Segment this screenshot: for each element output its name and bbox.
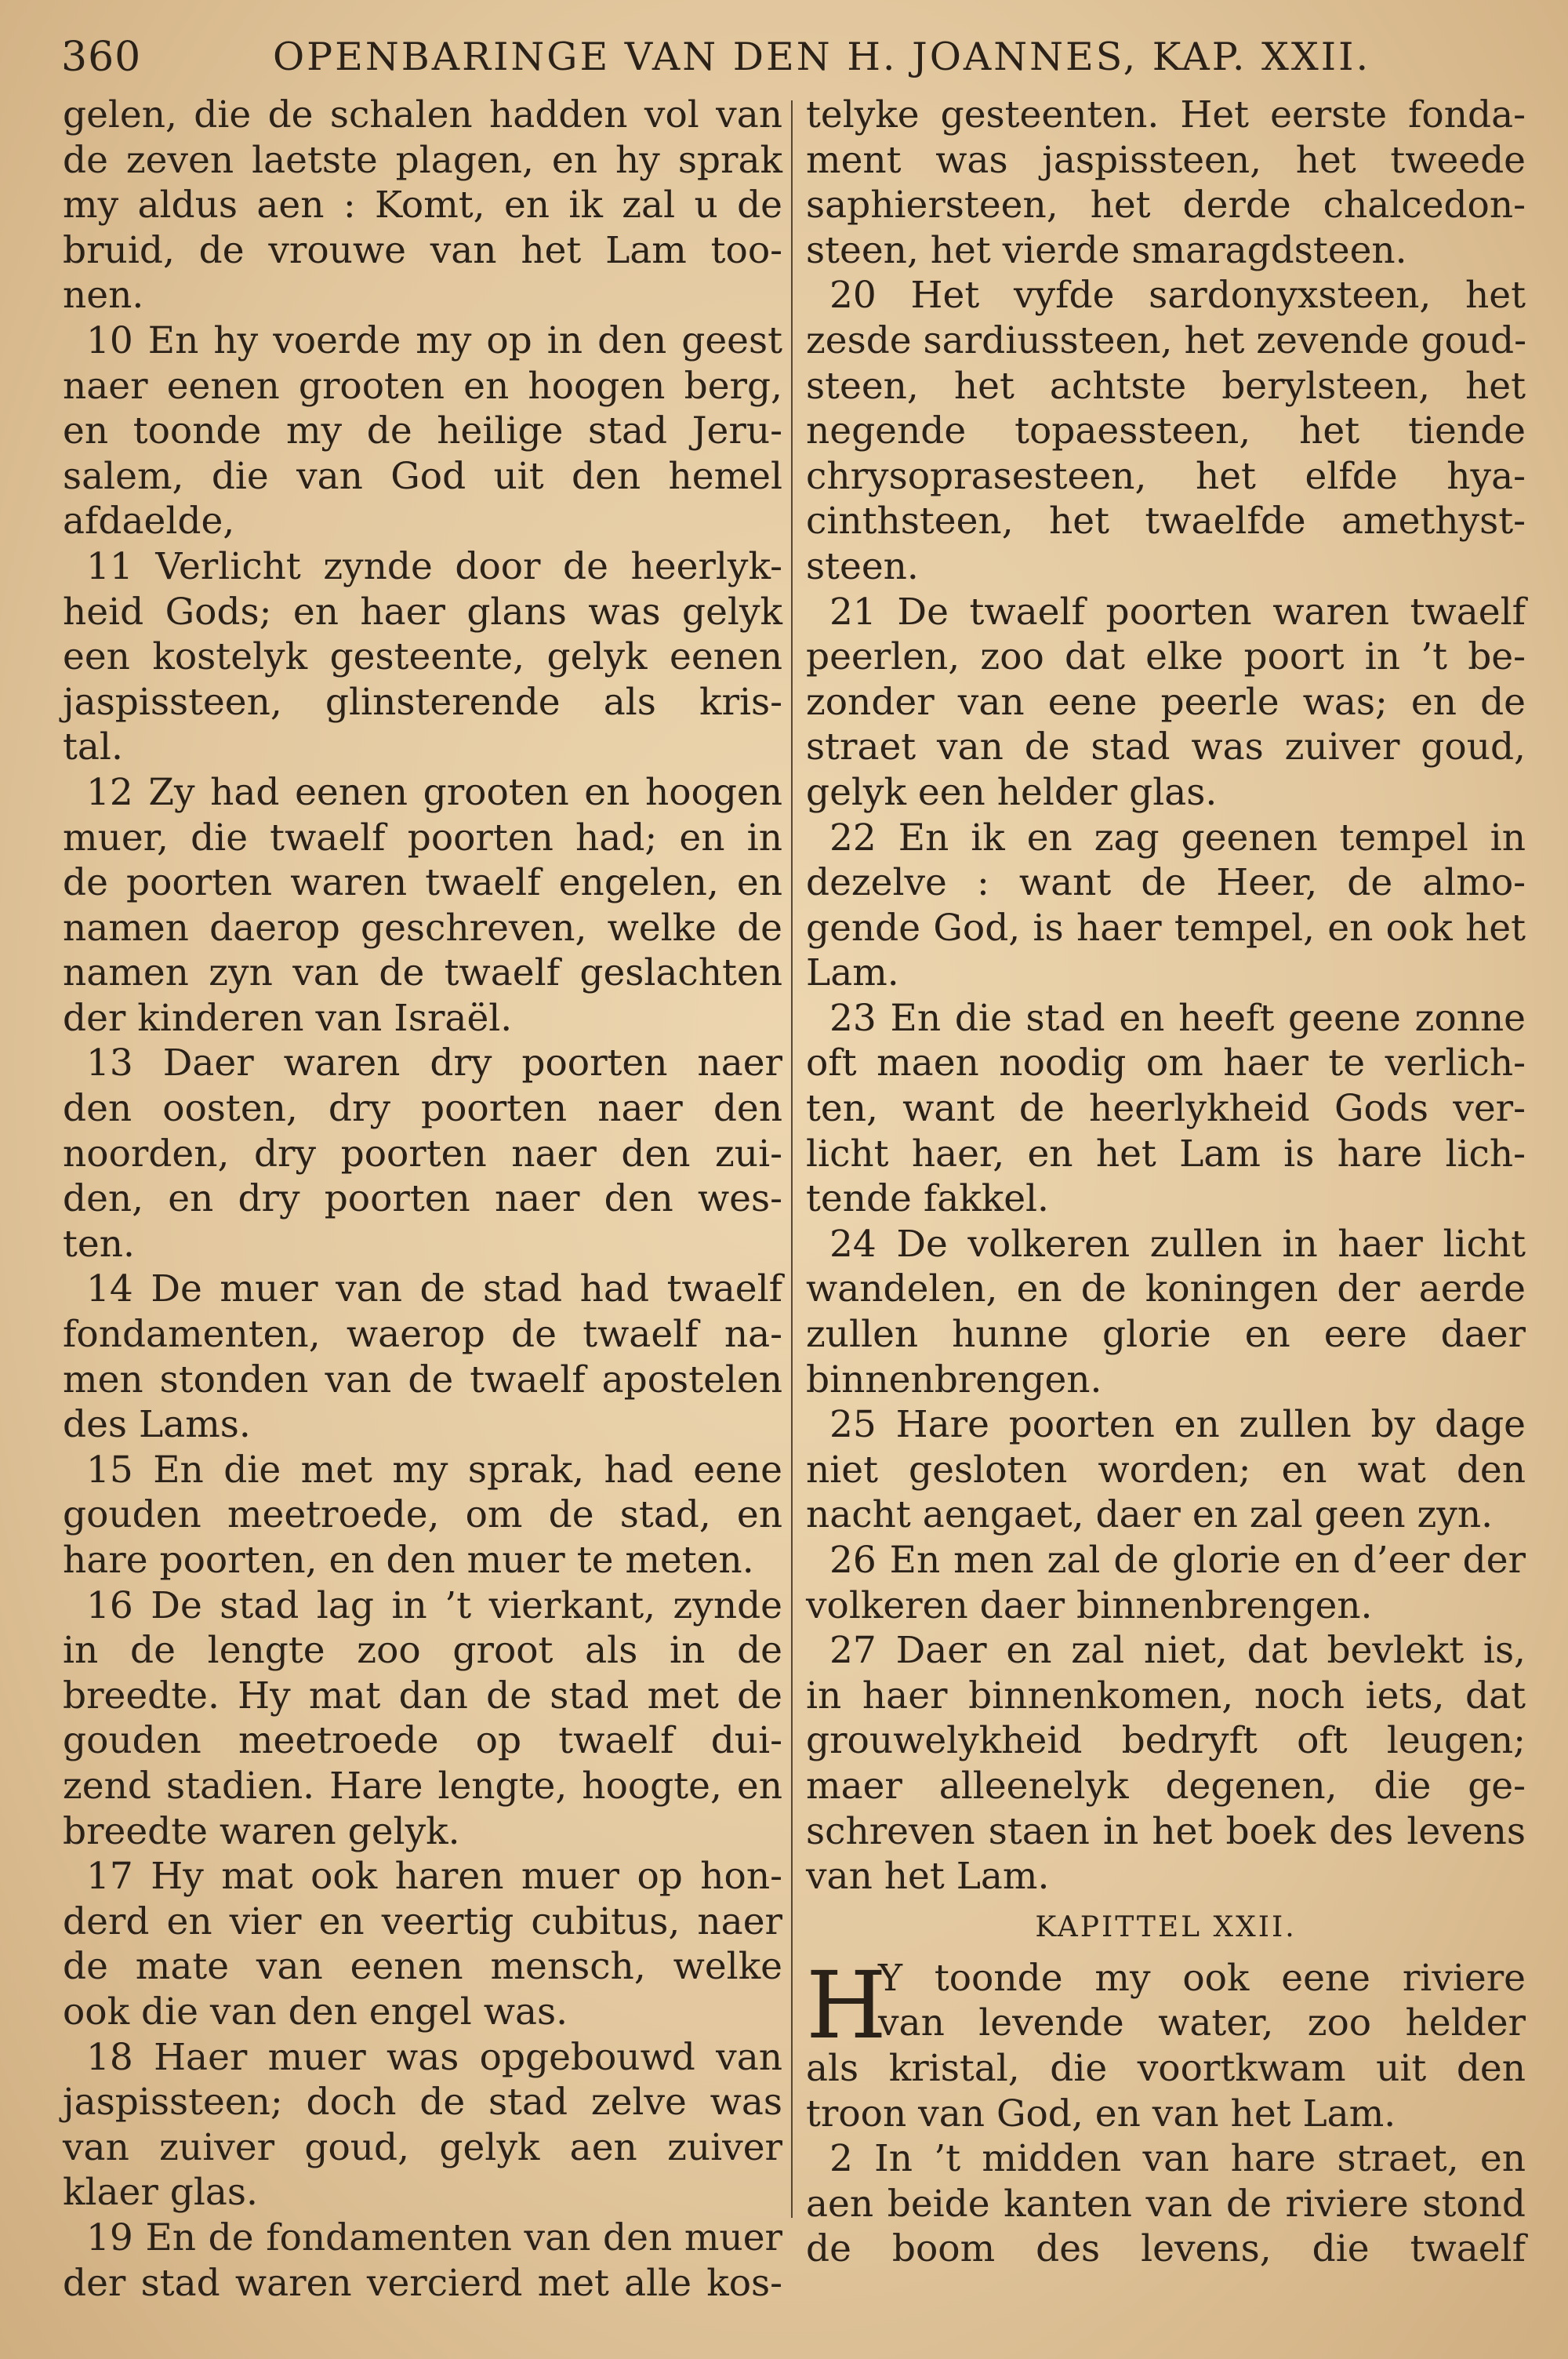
text-line: des Lams.	[63, 1403, 251, 1447]
verse-line: 19 En de fondamenten van den muer	[86, 2215, 782, 2259]
text-line: heid Gods; en haer glans was gelyk	[63, 590, 782, 634]
text-line: zend stadien. Hare lengte, hoogte, en	[63, 1764, 782, 1808]
text-line: wandelen, en de koningen der aerde	[806, 1267, 1526, 1311]
text-line: bruid, de vrouwe van het Lam too-	[63, 228, 782, 272]
text-line: men stonden van de twaelf apostelen	[63, 1358, 782, 1401]
verse-line: 15 En die met my sprak, had eene	[86, 1448, 782, 1492]
text-line: cinthsteen, het twaelfde amethyst-	[806, 500, 1526, 543]
text-line: nacht aengaet, daer en zal geen zyn.	[806, 1493, 1494, 1537]
text-line: chrysoprasesteen, het elfde hya-	[806, 454, 1526, 498]
text-line: fondamenten, waerop de twaelf na-	[63, 1313, 782, 1357]
text-line: steen, het achtste berylsteen, het	[806, 364, 1526, 408]
text-line: een kostelyk gesteente, gelyk eenen	[63, 635, 782, 679]
text-line: gelyk een helder glas.	[806, 770, 1218, 814]
verse-line: 12 Zy had eenen grooten en hoogen	[86, 770, 782, 814]
text-line: de poorten waren twaelf engelen, en	[63, 861, 782, 905]
text-line: als kristal, die voortkwam uit den	[806, 2046, 1526, 2090]
text-line: afdaelde,	[63, 500, 235, 543]
text-line: ment was jaspissteen, het tweede	[806, 138, 1526, 182]
column-divider	[791, 100, 793, 2218]
text-line: grouwelykheid bedryft oft leugen;	[806, 1719, 1526, 1763]
text-line: der stad waren vercierd met alle kos-	[63, 2261, 782, 2305]
text-line: der kinderen van Israël.	[63, 996, 513, 1040]
text-line: de boom des levens, die twaelf	[806, 2227, 1526, 2271]
running-head	[61, 30, 1535, 85]
verse-line: 18 Haer muer was opgebouwd van	[86, 2035, 782, 2079]
text-line: gouden meetroede, om de stad, en	[63, 1493, 782, 1537]
text-line: in haer binnenkomen, noch iets, dat	[806, 1674, 1526, 1717]
verse-line: 24 De volkeren zullen in haer licht	[829, 1222, 1526, 1266]
text-line: den oosten, dry poorten naer den	[63, 1087, 782, 1131]
text-line: steen, het vierde smaragdsteen.	[806, 228, 1407, 272]
text-line: zesde sardiussteen, het zevende goud-	[806, 318, 1527, 362]
verse-line: 20 Het vyfde sardonyxsteen, het	[829, 274, 1526, 318]
text-line: muer, die twaelf poorten had; en in	[63, 816, 782, 860]
text-line: straet van de stad was zuiver goud,	[806, 725, 1526, 769]
text-line: tal.	[63, 725, 123, 769]
text-line: ten.	[63, 1222, 135, 1266]
text-line: gelen, die de schalen hadden vol van	[63, 93, 782, 136]
text-line: hare poorten, en den muer te meten.	[63, 1539, 754, 1582]
text-line: Lam.	[806, 951, 899, 995]
text-line: breedte. Hy mat dan de stad met de	[63, 1674, 782, 1717]
text-line: oft maen noodig om haer te verlich-	[806, 1041, 1526, 1085]
text-line: licht haer, en het Lam is hare lich-	[806, 1132, 1526, 1176]
verse-line: 2 In ’t midden van hare straet, en	[829, 2137, 1526, 2181]
running-title: OPENBARINGE VAN DEN H. JOANNES, KAP. XXII.	[273, 35, 1371, 79]
text-line: schreven staen in het boek des levens	[806, 1809, 1526, 1853]
text-line: ten, want de heerlykheid Gods ver-	[806, 1087, 1526, 1131]
right-column	[806, 93, 1526, 2272]
text-line: namen zyn van de twaelf geslachten	[63, 951, 782, 995]
text-line: steen.	[806, 544, 919, 588]
verse-line: 11 Verlicht zynde door de heerlyk-	[86, 544, 782, 588]
chapter-title: KAPITTEL XXII.	[1035, 1910, 1297, 1943]
text-line: jaspissteen, glinsterende als kris-	[63, 680, 782, 724]
text-line: negende topaessteen, het tiende	[806, 409, 1526, 453]
text-line: niet gesloten worden; en wat den	[806, 1448, 1526, 1492]
verse-line: 21 De twaelf poorten waren twaelf	[829, 590, 1526, 634]
verse-line: 13 Daer waren dry poorten naer	[86, 1041, 782, 1085]
text-line: van zuiver goud, gelyk aen zuiver	[63, 2125, 782, 2169]
verse-line: 14 De muer van de stad had twaelf	[86, 1267, 782, 1311]
text-line: van levende water, zoo helder	[878, 2001, 1526, 2045]
verse-line: 10 En hy voerde my op in den geest	[86, 318, 782, 362]
text-line: derd en vier en veertig cubitus, naer	[63, 1899, 782, 1943]
text-line: saphiersteen, het derde chalcedon-	[806, 184, 1526, 227]
text-line: en toonde my de heilige stad Jeru-	[63, 409, 782, 453]
text-line: ook die van den engel was.	[63, 1990, 568, 2034]
text-line: klaer glas.	[63, 2171, 258, 2215]
text-line: de zeven laetste plagen, en hy sprak	[63, 138, 782, 182]
text-line: breedte waren gelyk.	[63, 1809, 460, 1853]
text-line: volkeren daer binnenbrengen.	[806, 1583, 1373, 1627]
text-line: van het Lam.	[806, 1855, 1050, 1899]
text-line: binnenbrengen.	[806, 1358, 1102, 1401]
chapter-opening	[806, 1950, 1526, 2272]
verse-line: 27 Daer en zal niet, dat bevlekt is,	[829, 1629, 1526, 1673]
verse-line: 23 En die stad en heeft geene zonne	[829, 996, 1526, 1040]
text-line: my aldus aen : Komt, en ik zal u de	[63, 184, 782, 227]
text-line: jaspissteen; doch de stad zelve was	[63, 2081, 782, 2125]
text-line: Y toonde my ook eene riviere	[878, 1956, 1526, 2000]
text-line: namen daerop geschreven, welke de	[63, 906, 782, 950]
verse-line: 22 En ik en zag geenen tempel in	[829, 816, 1526, 860]
text-line: gouden meetroede op twaelf dui-	[63, 1719, 782, 1763]
text-line: telyke gesteenten. Het eerste fonda-	[806, 93, 1526, 136]
text-line: de mate van eenen mensch, welke	[63, 1945, 782, 1989]
text-line: aen beide kanten van de riviere stond	[806, 2182, 1526, 2226]
verse-line: 16 De stad lag in ’t vierkant, zynde	[86, 1583, 782, 1627]
text-line: nen.	[63, 274, 144, 318]
text-line: zullen hunne glorie en eere daer	[806, 1313, 1526, 1357]
left-column	[63, 93, 782, 2306]
text-line: naer eenen grooten en hoogen berg,	[63, 364, 782, 408]
text-line: maer alleenelyk degenen, die ge-	[806, 1764, 1526, 1808]
text-line: gende God, is haer tempel, en ook het	[806, 906, 1526, 950]
text-line: peerlen, zoo dat elke poort in ’t be-	[806, 635, 1526, 679]
text-line: zonder van eene peerle was; en de	[806, 680, 1526, 724]
page-number: 360	[61, 34, 142, 81]
verse-line: 25 Hare poorten en zullen by dage	[829, 1403, 1526, 1447]
text-line: salem, die van God uit den hemel	[63, 454, 782, 498]
text-line: noorden, dry poorten naer den zui-	[63, 1132, 782, 1176]
text-line: in de lengte zoo groot als in de	[63, 1629, 782, 1673]
text-line: tende fakkel.	[806, 1177, 1049, 1221]
text-line: troon van God, en van het Lam.	[806, 2092, 1396, 2135]
text-line: den, en dry poorten naer den wes-	[63, 1177, 782, 1221]
verse-line: 17 Hy mat ook haren muer op hon-	[86, 1855, 782, 1899]
drop-cap: H	[806, 1950, 887, 2059]
text-line: dezelve : want de Heer, de almo-	[806, 861, 1526, 905]
verse-line: 26 En men zal de glorie en d’eer der	[829, 1539, 1526, 1582]
